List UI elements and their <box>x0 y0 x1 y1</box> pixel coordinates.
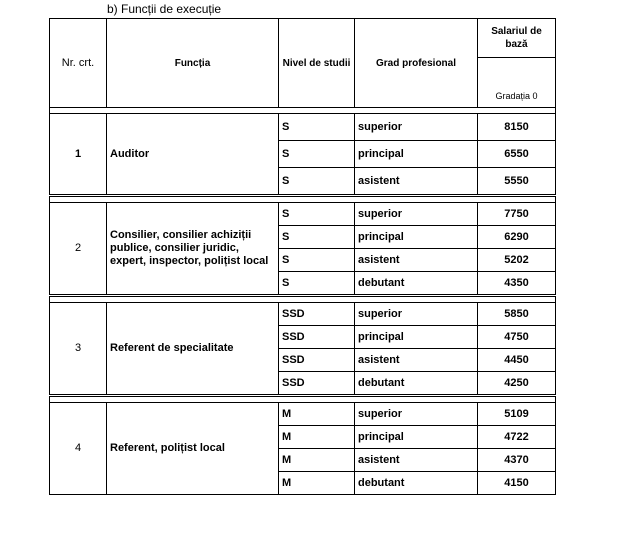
header-gradatia: Gradația 0 <box>478 58 556 108</box>
cell-nivel-studii: S <box>279 141 355 168</box>
cell-salariu: 4250 <box>478 372 556 396</box>
cell-nivel-studii: SSD <box>279 326 355 349</box>
cell-salariu: 8150 <box>478 114 556 141</box>
cell-grad-profesional: asistent <box>355 168 478 196</box>
header-nivel-studii: Nivel de studii <box>279 19 355 108</box>
cell-grad-profesional: superior <box>355 303 478 326</box>
cell-functia: Auditor <box>107 114 279 196</box>
cell-nr-crt: 3 <box>50 303 107 396</box>
table-body <box>50 108 556 495</box>
section-caption: b) Funcții de execuție <box>107 2 222 16</box>
cell-nivel-studii: S <box>279 168 355 196</box>
cell-salariu: 6290 <box>478 226 556 249</box>
cell-nr-crt: 1 <box>50 114 107 196</box>
table-row <box>50 403 556 426</box>
cell-functia: Referent, polițist local <box>107 403 279 495</box>
cell-salariu: 4450 <box>478 349 556 372</box>
table-row <box>50 303 556 326</box>
cell-nr-crt: 4 <box>50 403 107 495</box>
cell-grad-profesional: debutant <box>355 472 478 495</box>
cell-nivel-studii: S <box>279 226 355 249</box>
cell-nivel-studii: SSD <box>279 372 355 396</box>
group-spacer <box>50 396 556 403</box>
cell-nivel-studii: S <box>279 203 355 226</box>
spacer-cell <box>50 196 556 203</box>
cell-salariu: 4150 <box>478 472 556 495</box>
cell-salariu: 5850 <box>478 303 556 326</box>
spacer-cell <box>50 296 556 303</box>
cell-nivel-studii: S <box>279 272 355 296</box>
salary-table <box>49 18 556 495</box>
cell-salariu: 4722 <box>478 426 556 449</box>
cell-nr-crt: 2 <box>50 203 107 296</box>
cell-salariu: 4370 <box>478 449 556 472</box>
cell-grad-profesional: principal <box>355 426 478 449</box>
cell-grad-profesional: debutant <box>355 272 478 296</box>
cell-nivel-studii: S <box>279 114 355 141</box>
cell-nivel-studii: SSD <box>279 349 355 372</box>
cell-salariu: 7750 <box>478 203 556 226</box>
cell-grad-profesional: principal <box>355 141 478 168</box>
cell-nivel-studii: M <box>279 449 355 472</box>
cell-salariu: 4350 <box>478 272 556 296</box>
cell-salariu: 5202 <box>478 249 556 272</box>
cell-nivel-studii: M <box>279 472 355 495</box>
cell-grad-profesional: debutant <box>355 372 478 396</box>
cell-salariu: 5550 <box>478 168 556 196</box>
cell-grad-profesional: superior <box>355 403 478 426</box>
cell-grad-profesional: superior <box>355 203 478 226</box>
header-functia: Funcția <box>107 19 279 108</box>
header-nr-crt: Nr. crt. <box>50 19 107 108</box>
cell-grad-profesional: asistent <box>355 249 478 272</box>
header-salariul-baza: Salariul de bază <box>478 19 556 58</box>
cell-functia: Consilier, consilier achiziții publice, consilier juridic, expert, inspector, polițist local <box>107 203 279 296</box>
cell-nivel-studii: S <box>279 249 355 272</box>
cell-grad-profesional: superior <box>355 114 478 141</box>
cell-salariu: 4750 <box>478 326 556 349</box>
header-grad-profesional: Grad profesional <box>355 19 478 108</box>
cell-nivel-studii: M <box>279 426 355 449</box>
table-row <box>50 203 556 226</box>
spacer-cell <box>50 396 556 403</box>
group-spacer <box>50 196 556 203</box>
cell-salariu: 6550 <box>478 141 556 168</box>
cell-grad-profesional: principal <box>355 226 478 249</box>
cell-nivel-studii: M <box>279 403 355 426</box>
cell-functia: Referent de specialitate <box>107 303 279 396</box>
cell-grad-profesional: asistent <box>355 349 478 372</box>
cell-grad-profesional: asistent <box>355 449 478 472</box>
cell-salariu: 5109 <box>478 403 556 426</box>
cell-nivel-studii: SSD <box>279 303 355 326</box>
table-row <box>50 114 556 141</box>
cell-grad-profesional: principal <box>355 326 478 349</box>
group-spacer <box>50 296 556 303</box>
